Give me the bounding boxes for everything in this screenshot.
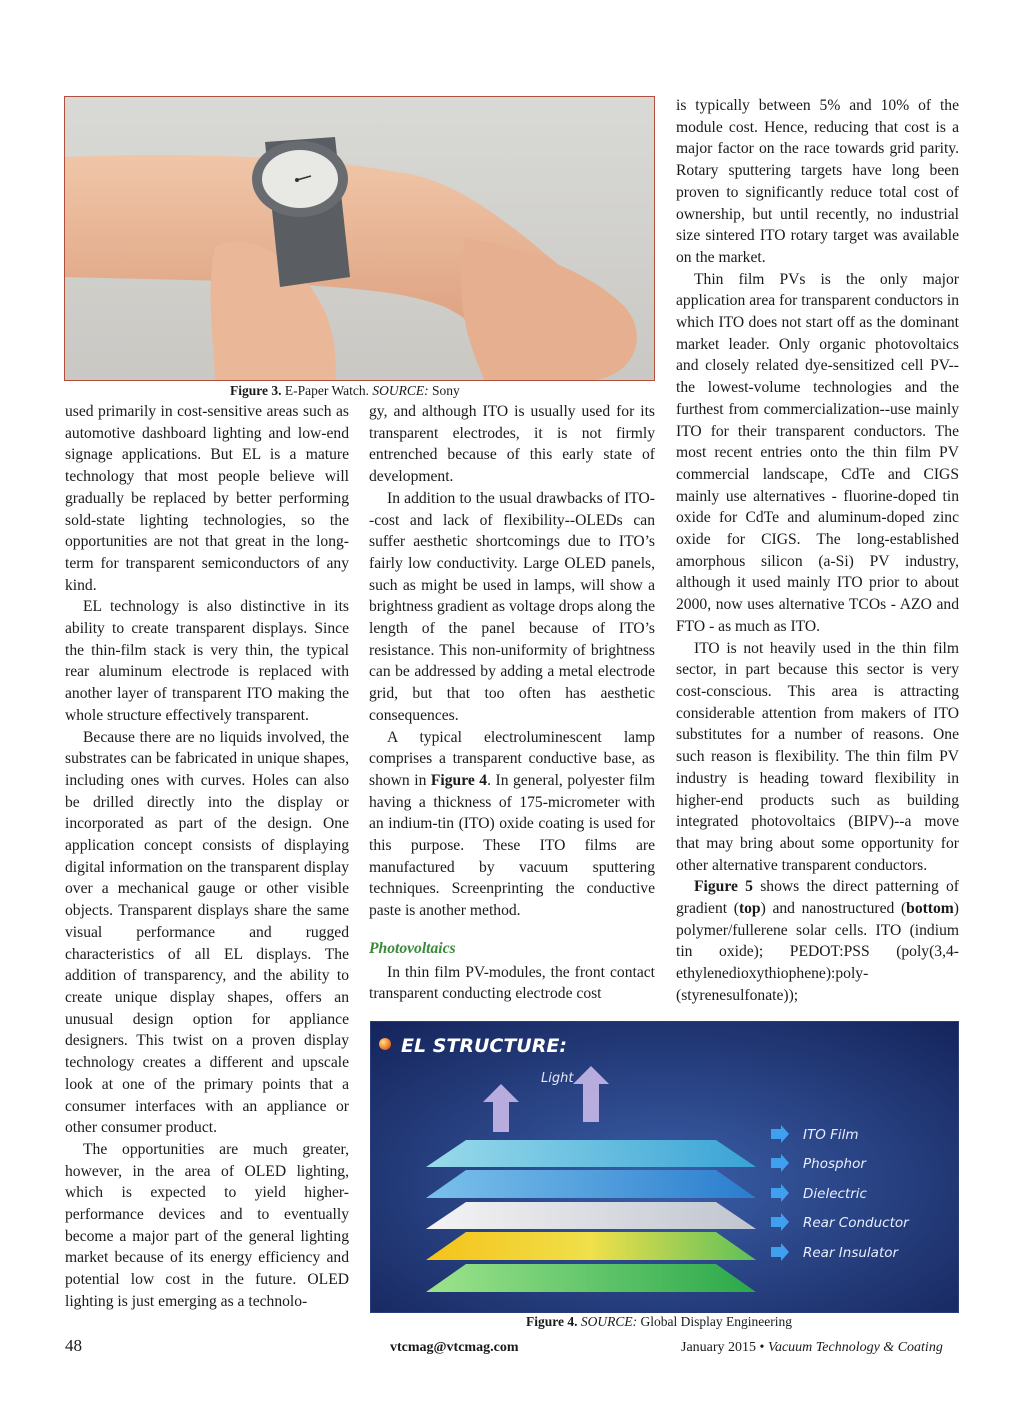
text-run: ) polymer/fullerene solar cells. ITO (indium tin oxide); PEDOT:PSS (poly(3,4-ethylenedioxythiophene):poly-(styrenesulfonate)); <box>676 900 959 1004</box>
layer-stack <box>426 1140 756 1292</box>
layer-ito-film <box>426 1140 756 1167</box>
paragraph: Because there are no liquids involved, the substrates can be fabricated in unique shapes, including ones with curves. Holes can also be drilled directly into the display or incorporated as part of the design. One application concept consists of displaying digital information on the transparent display over a mechanical gauge or other visible objects. Transparent displays share the same visual performance and rugged characteristics of all EL displays. The addition of transparency, and the ability to create unique display shapes, offers an unusual design option for appliance designers. This twist on a proven display technology creates a different and upscale look at one of the primary points that a consumer interfaces with an appliance or other consumer product. <box>65 728 349 1137</box>
bullet-icon <box>379 1038 391 1050</box>
text-run: ) and nanostructured ( <box>760 900 907 918</box>
figure-5-reference: Figure 5 <box>694 878 753 896</box>
layer-phosphor <box>426 1170 756 1198</box>
layer-label-ito-film: ITO Film <box>803 1127 859 1143</box>
paragraph: The opportunities are much greater, however, in the area of OLED lighting, which is expected to yield higher-performance devices and to eventually become a major part of the general lighting market because of its energy efficiency and potential low cost in the future. OLED lighting is just emerging as a technolo- <box>65 1140 349 1310</box>
el-structure-title: EL STRUCTURE: <box>401 1035 567 1057</box>
layer-dielectric <box>426 1202 756 1229</box>
paragraph: In addition to the usual drawbacks of ITO--cost and lack of flexibility--OLEDs can suffer aesthetic shortcomings due to ITO’s fairly low conductivity. Large OLED panels, such as might be used in lamps, will show a brightness gradient as voltage drops along the length of the panel because of ITO’s resistance. This non-uniformity of brightness can be addressed by adding a metal electrode grid, but that too often has aesthetic consequences. <box>369 489 655 724</box>
layer-label-rear-insulator: Rear Insulator <box>803 1245 899 1261</box>
figure-3-caption <box>230 383 460 399</box>
column-3 <box>676 95 959 1007</box>
layer-label-dielectric: Dielectric <box>803 1186 867 1202</box>
figure-4-reference: Figure 4 <box>430 771 488 789</box>
e-paper-watch-illustration <box>65 97 655 381</box>
paragraph <box>676 876 959 1006</box>
column-1 <box>65 401 349 1313</box>
figure-4-caption <box>526 1314 792 1330</box>
text-run: . In general, polyester film having a thickness of 175-micrometer with an indium-tin (ITO) oxide coating is used for this purpose. These ITO films are manufactured by vacuum sputtering techniques. Screenprinting the conductive paste is another method. <box>369 771 655 920</box>
text-run-bold: bottom <box>906 900 954 918</box>
layer-rear-conductor <box>426 1232 756 1260</box>
figure-4-source-label: SOURCE: <box>580 1314 638 1329</box>
light-label: Light <box>541 1071 574 1086</box>
paragraph: used primarily in cost-sensitive areas such as automotive dashboard lighting and low-end signage applications. But EL is a mature technology that most people believe will gradually be replaced by better performing sold-state lighting technologies, so the opportunities are not that great in the long-term for transparent semiconductors of any kind. <box>65 403 349 594</box>
footer-publication <box>681 1340 943 1356</box>
paragraph: is typically between 5% and 10% of the module cost. Hence, reducing that cost is a major factor on the race towards grid parity. Rotary sputtering targets have long been proven to significantly reduce total cost of ownership, but until recently, no industrial size sintered ITO rotary target was available on the market. <box>676 97 959 266</box>
layer-label-phosphor: Phosphor <box>803 1156 866 1172</box>
footer-bullet: • <box>759 1340 765 1355</box>
paragraph: gy, and although ITO is usually used for its transparent electrodes, it is not firmly entrenched because of this early state of development. <box>369 403 655 486</box>
figure-3-source: Sony <box>428 383 460 398</box>
paragraph: ITO is not heavily used in the thin film sector, in part because this sector is very cost-conscious. This area is attracting considerable attention from makers of ITO substitutes for a number of reasons. One such reason is flexibility. The thin film PV industry is heading toward flexibility in higher-end products such as building integrated photovoltaics (BIPV)--a move that may bring about some opportunity for other alternative transparent conductors. <box>676 639 959 874</box>
figure-4-caption-label: Figure 4. <box>526 1314 578 1329</box>
layer-label-rear-conductor: Rear Conductor <box>803 1215 909 1231</box>
figure-4-source: Global Display Engineering <box>637 1314 792 1329</box>
text-run: A typical electroluminescent lamp comprises a transparent conductive base, as shown in <box>369 728 655 789</box>
column-2 <box>369 401 655 1005</box>
figure-4-el-structure <box>370 1021 959 1313</box>
figure-3-caption-label: Figure 3. <box>230 383 282 398</box>
footer-magazine-title: Vacuum Technology & Coating <box>767 1340 943 1355</box>
paragraph: EL technology is also distinctive in its ability to create transparent displays. Since the thin-film stack is very thin, the typical rear aluminum electrode is replaced with another layer of transparent ITO making the whole structure effectively transparent. <box>65 598 349 724</box>
figure-3-caption-text: E-Paper Watch. <box>281 383 373 398</box>
footer-date: January 2015 <box>681 1340 757 1355</box>
subheading-photovoltaics: Photovoltaics <box>369 939 456 957</box>
text-run: shows the direct patterning of gradient ( <box>676 878 959 918</box>
paragraph: Thin film PVs is the only major application area for transparent conductors in which ITO does not start off as the dominant market leader. Only organic photovoltaics and closely related dye-sensitized cell PV--the lowest-volume technologies and the furthest from commercialization--use mainly ITO for their transparent conductors. The most recent entries onto the thin film PV commercial landscape, CdTe and CIGS mainly use alternatives - fluorine-doped tin oxide for CdTe and aluminum-doped zinc oxide for CIGS. The long-established amorphous silicon (a-Si) PV industry, although it used mainly ITO prior to about 2000, now uses alternative TCOs - AZO and FTO - as much as ITO. <box>676 270 959 635</box>
layer-rear-insulator <box>426 1264 756 1292</box>
footer-email: vtcmag@vtcmag.com <box>390 1340 519 1355</box>
el-structure-diagram <box>371 1022 959 1313</box>
page-number: 48 <box>65 1336 82 1355</box>
figure-3-image <box>64 96 655 381</box>
figure-3-source-label: SOURCE: <box>372 383 429 398</box>
paragraph: In thin film PV-modules, the front contact transparent conducting electrode cost <box>369 963 655 1003</box>
paragraph <box>369 727 655 922</box>
text-run-bold: top <box>738 900 761 918</box>
